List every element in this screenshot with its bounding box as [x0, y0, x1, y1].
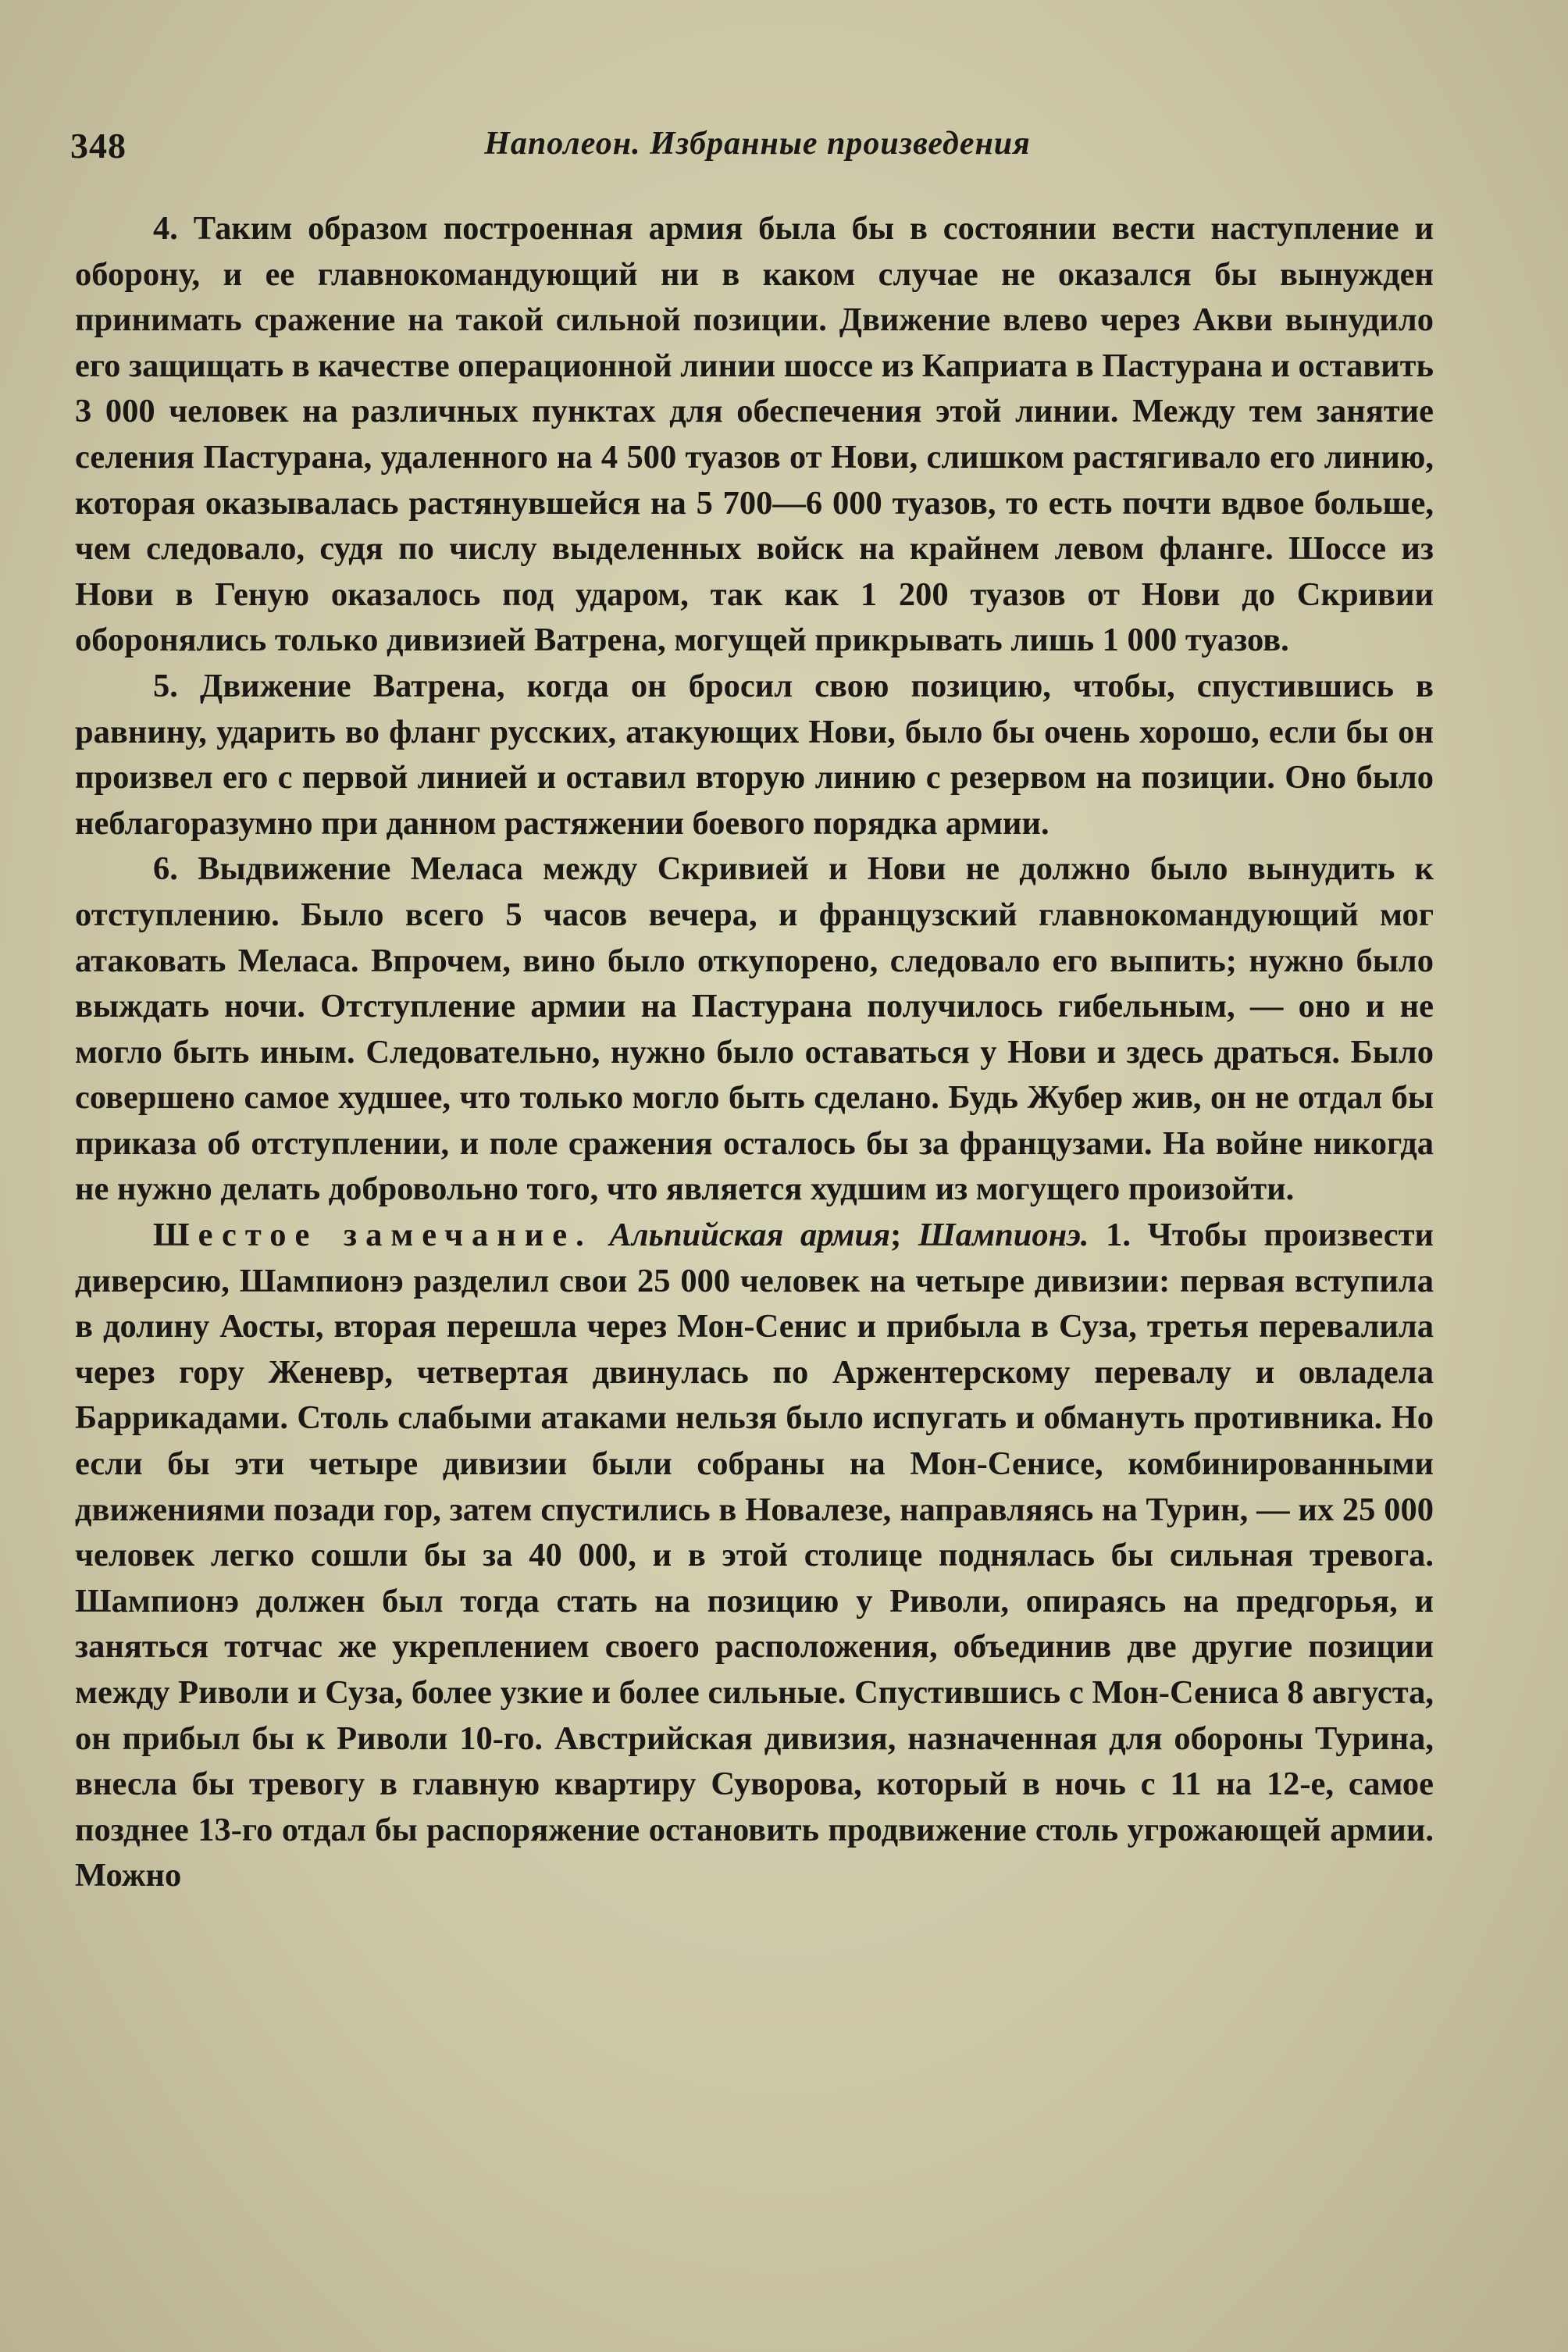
remark-separator: ; [890, 1217, 918, 1254]
paragraph-point-5: 5. Движение Ватрена, когда он бросил свою позицию, чтобы, спустившись в равнину, ударить во фланг русских, атакующих Нови, было бы очень хорошо, если бы он произвел его с первой линией и оставил вторую линию с резервом на позиции. Оно было неблагоразумно при данном растяжении боевого порядка армии. [75, 667, 1434, 842]
paragraph-sixth-remark [75, 1213, 1434, 1899]
body-text [75, 206, 1434, 1899]
remark-subject: Альпийская армия [609, 1217, 891, 1254]
page-header [70, 125, 1445, 172]
remark-commander: Шампионэ. [918, 1217, 1089, 1254]
paragraph-point-6: 6. Выдвижение Меласа между Скривией и Нови не должно было вынудить к отступлению. Было всего 5 часов вечера, и французский главнокомандующий мог атаковать Меласа. Впрочем, вино было откупорено, следовало его выпить; нужно было выждать ночи. Отступление армии на Пастурана получилось гибельным, — оно и не могло быть иным. Следовательно, нужно было оставаться у Нови и здесь драться. Было совершено самое худшее, что только могло быть сделано. Будь Жубер жив, он не отдал бы приказа об отступлении, и поле сражения осталось бы за французами. На войне никогда не нужно делать добровольно того, что является худшим из могущего произойти. [75, 850, 1434, 1208]
remark-text: 1. Чтобы произвести диверсию, Шампионэ разделил свои 25 000 человек на четыре дивизии: первая вступила в долину Аосты, вторая перешла через Мон-Сенис и прибыла в Суза, третья перевалила через гору Женевр, четвертая двинулась по Аржентерскому перевалу и овладела Баррикадами. Столь слабыми атаками нельзя было испугать и обмануть противника. Но если бы эти четыре дивизии были собраны на Мон-Сенисе, комбинированными движениями позади гор, затем спустились в Новалезе, направляясь на Турин, — их 25 000 человек легко сошли бы за 40 000, и в этой столице поднялась бы сильная тревога. Шампионэ должен был тогда стать на позицию у Риволи, опираясь на предгорья, и заняться тотчас же укреплением своего расположения, объединив две другие позиции между Риволи и Суза, более узкие и более сильные. Спустившись с Мон-Сениса 8 августа, он прибыл бы к Риволи 10-го. Австрийская дивизия, назначенная для обороны Турина, внесла бы тревогу в главную квартиру Суворова, который в ночь с 11 на 12-е, самое позднее 13-го отдал бы распоряжение остановить продвижение столь угрожающей армии. Можно [75, 1217, 1434, 1894]
running-title: Наполеон. Избранные произведения [484, 126, 1031, 162]
remark-heading: Шестое замечание. [153, 1217, 593, 1254]
paragraph-point-4: 4. Таким образом построенная армия была бы в состоянии вести наступление и оборону, и ее главнокомандующий ни в каком случае не оказался бы вынужден принимать сражение на такой сильной позиции. Движение влево через Акви вынудило его защищать в качестве операционной линии шоссе из Каприата в Пастурана и оставить 3 000 человек на различных пунктах для обеспечения этой линии. Между тем занятие селения Пастурана, удаленного на 4 500 туазов от Нови, слишком растягивало его линию, которая оказывалась растянувшейся на 5 700—6 000 туазов, то есть почти вдвое больше, чем следовало, судя по числу выделенных войск на крайнем левом фланге. Шоссе из Нови в Геную оказалось под ударом, так как 1 200 туазов от Нови до Скривии оборонялись только дивизией Ватрена, могущей прикрывать лишь 1 000 туазов. [75, 210, 1434, 659]
page-number: 348 [70, 126, 127, 166]
